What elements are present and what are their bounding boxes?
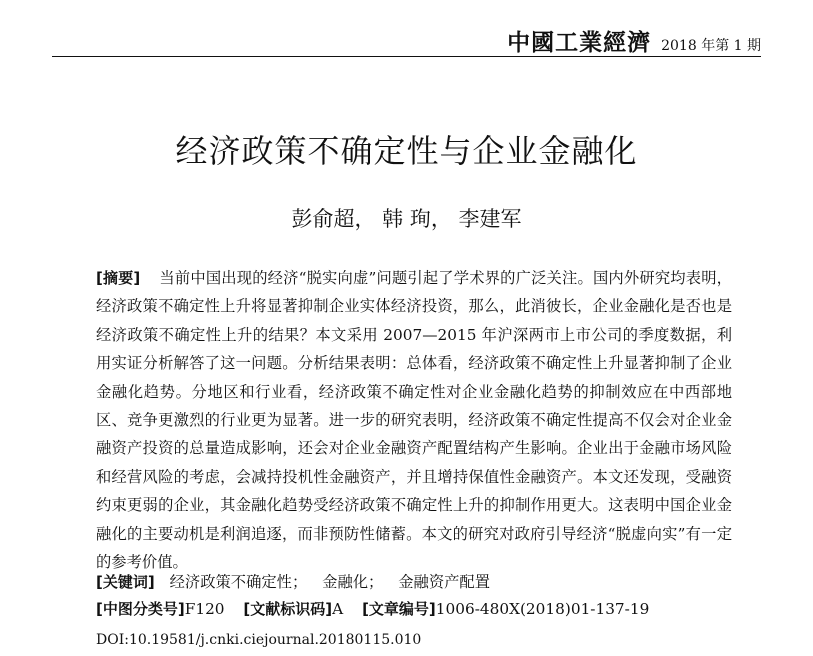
clc-label: [中图分类号] [96, 600, 185, 618]
keywords-line [96, 570, 490, 592]
keywords-label: [关键词] [96, 573, 155, 591]
keyword-item: 经济政策不确定性； [169, 573, 308, 591]
paper-title: 经济政策不确定性与企业金融化 [175, 132, 638, 170]
clc-number [96, 600, 225, 618]
issue-number: 2018 年第 1 期 [661, 38, 761, 54]
abstract-label: [摘要] [96, 269, 141, 287]
document-code [243, 600, 343, 618]
article-no-value: 1006-480X(2018)01-137-19 [435, 600, 650, 618]
doc-code-label: [文献标识码] [243, 600, 333, 618]
journal-header [507, 24, 761, 57]
doi-line: DOI:10.19581/j.cnki.ciejournal.20180115.010 [96, 632, 422, 648]
doc-code-value: A [332, 600, 344, 618]
classification-line [96, 598, 663, 619]
author-list: 彭俞超， 韩 珣， 李建军 [291, 207, 522, 231]
journal-name: 中國工業經濟 [507, 30, 652, 56]
header-rule [52, 56, 761, 57]
abstract-block [96, 264, 732, 576]
keyword-item: 金融资产配置 [398, 573, 491, 591]
keyword-item: 金融化； [322, 573, 384, 591]
clc-value: F120 [184, 600, 225, 618]
article-no-label: [文章编号] [362, 600, 436, 618]
article-number [362, 600, 649, 618]
abstract-text: 当前中国出现的经济“脱实向虚”问题引起了学术界的广泛关注。国内外研究均表明，经济政策不确定性上升将显著抑制企业实体经济投资，那么，此消彼长，企业金融化是否也是经济政策不确定性上升的结果？本文采用 2007—2015 年沪深两市上市公司的季度数据，利用实证分析解答了这一问题。分析结果表明：总体看，经济政策不确定性上升显著抑制了企业金融化趋势。分地区和行业看，经济政策不确定性对企业金融化趋势的抑制效应在中西部地区、竞争更激烈的行业更为显著。进一步的研究表明，经济政策不确定性提高不仅会对企业金融资产投资的总量造成影响，还会对企业金融资产配置结构产生影响。企业出于金融市场风险和经营风险的考虑，会减持投机性金融资产，并且增持保值性金融资产。本文还发现，受融资约束更弱的企业，其金融化趋势受经济政策不确定性上升的抑制作用更大。这表明中国企业金融化的主要动机是利润追逐，而非预防性储蓄。本文的研究对政府引导经济“脱虚向实”有一定的参考价值。 [96, 269, 732, 572]
